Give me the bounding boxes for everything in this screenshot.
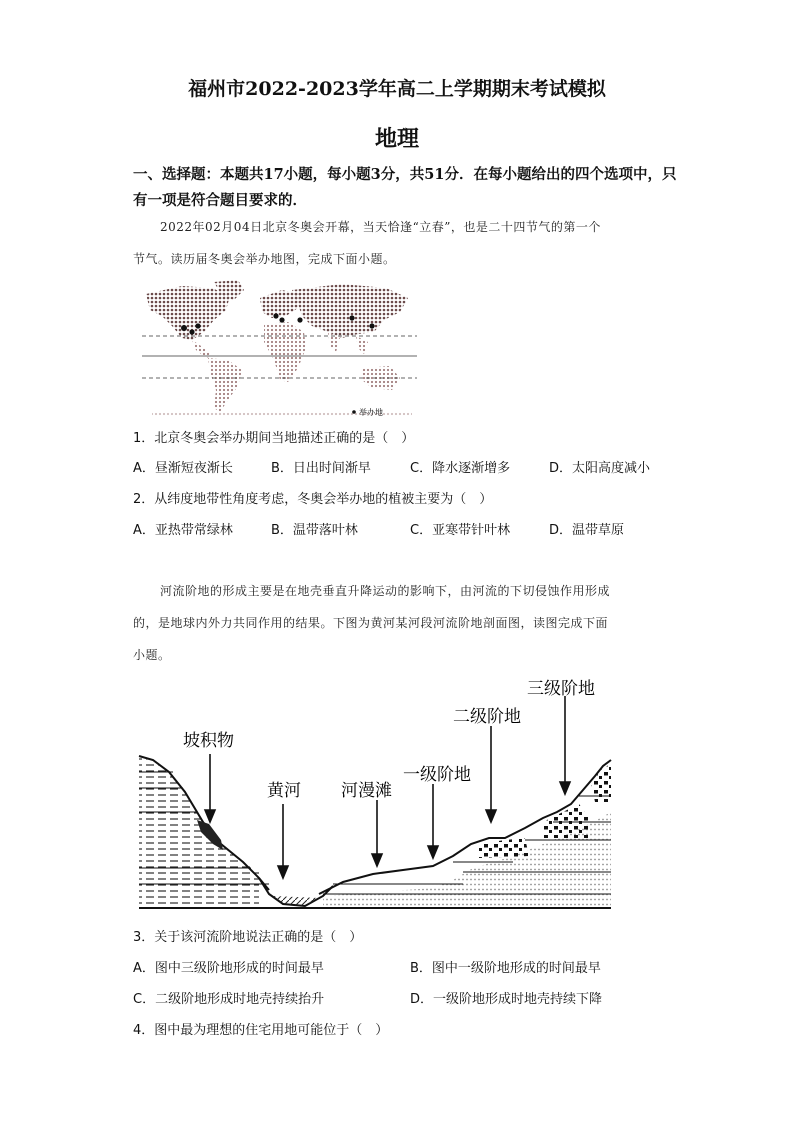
- subject-title: 地理: [374, 126, 419, 152]
- passage1-line2: 节气。读历届冬奥会举办地图，完成下面小题。: [133, 252, 396, 266]
- section-heading-line1: 一、选择题：本题共17小题，每小题3分，共51分．在每小题给出的四个选项中，只: [133, 166, 677, 183]
- question-1-stem: 1．北京冬奥会举办期间当地描述正确的是（ ）: [133, 431, 415, 446]
- question-1-option-a[interactable]: A．昼渐短夜渐长: [133, 461, 233, 476]
- question-2-stem: 2．从纬度地带性角度考虑，冬奥会举办地的植被主要为（ ）: [133, 492, 493, 507]
- question-3-option-b[interactable]: B．图中一级阶地形成的时间最早: [410, 961, 601, 976]
- winter-olympics-host-map: [142, 276, 417, 418]
- passage2-line1: 河流阶地的形成主要是在地壳垂直升降运动的影响下，由河流的下切侵蚀作用形成: [160, 584, 611, 598]
- map-legend-label: 举办地: [359, 408, 383, 417]
- question-3-option-a[interactable]: A．图中三级阶地形成的时间最早: [133, 961, 324, 976]
- label-yellow-river: 黄河: [267, 781, 301, 801]
- question-2-option-a[interactable]: A．亚热带常绿林: [133, 523, 233, 538]
- passage1-line1: 2022年02月04日北京冬奥会开幕，当天恰逢“立春”，也是二十四节气的第一个: [160, 220, 601, 234]
- question-2-option-b[interactable]: B．温带落叶林: [271, 523, 358, 538]
- label-floodplain: 河漫滩: [341, 781, 392, 801]
- label-colluvium: 坡积物: [183, 731, 234, 751]
- section-heading-line2: 有一项是符合题目要求的．: [133, 192, 307, 209]
- document-title: 福州市2022-2023学年高二上学期期末考试模拟: [188, 78, 606, 100]
- river-terrace-cross-section: [133, 672, 618, 912]
- question-3-stem: 3．关于该河流阶地说法正确的是（ ）: [133, 930, 363, 945]
- label-second-terrace: 二级阶地: [453, 707, 521, 727]
- question-4-stem: 4．图中最为理想的住宅用地可能位于（ ）: [133, 1023, 389, 1038]
- question-1-option-d[interactable]: D．太阳高度减小: [549, 461, 651, 476]
- passage2-line3: 小题。: [133, 648, 171, 662]
- question-1-option-b[interactable]: B．日出时间渐早: [271, 461, 371, 476]
- label-third-terrace: 三级阶地: [527, 679, 595, 699]
- question-1-option-c[interactable]: C．降水逐渐增多: [410, 461, 511, 476]
- passage2-line2: 的，是地球内外力共同作用的结果。下图为黄河某河段河流阶地剖面图，读图完成下面: [133, 616, 609, 630]
- question-3-option-d[interactable]: D．一级阶地形成时地壳持续下降: [410, 992, 603, 1007]
- question-2-option-c[interactable]: C．亚寒带针叶林: [410, 523, 511, 538]
- question-2-option-d[interactable]: D．温带草原: [549, 523, 625, 538]
- label-first-terrace: 一级阶地: [403, 765, 471, 785]
- question-3-option-c[interactable]: C．二级阶地形成时地壳持续抬升: [133, 992, 325, 1007]
